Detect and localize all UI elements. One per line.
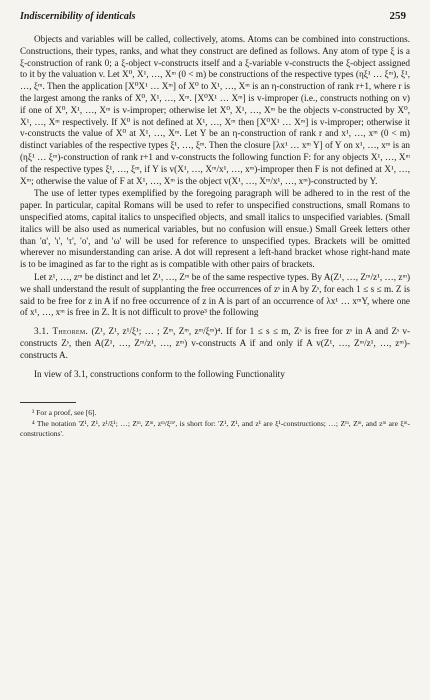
body-text [20, 34, 410, 380]
running-head [20, 10, 406, 22]
paragraph-letter-types: The use of letter types exemplified by the foregoing paragraph will be adhered to in the rest of the paper. In particular, capital Romans will be used to refer to unspecified constructions, small Romans to unspecified atoms, capital italics to unspecified objects, and small italics to unspecified variables. (Small italics will be also used as numerical variables, but no confusion will ensue.) Small Greek letters other than 'α', 'ι', 'τ', 'ο', and 'ω' will be used for reference to unspecified types. Brackets will be omitted wherever no misunderstanding can arise. A dot will represent a left-hand bracket whose right-hand mate is to be imagined as far to the right as is compatible with other pairs of brackets. [20, 188, 410, 270]
footnote-4: ⁴ The notation 'Z¹, Z¹, z¹/ξ¹; …; Zᵐ, Zᵐ, zᵐ/ξᵐ', is short for: 'Z¹, Z¹, and z¹ are ξ¹-constructions; …; Zᵐ, Zᵐ, and zᵐ are ξᵐ-constructions'. [20, 418, 410, 438]
theorem-label: 3.1. Theorem. [34, 326, 89, 337]
paragraph-substitution: Let z¹, …, zᵐ be distinct and let Z¹, …, Zᵐ be of the same respective types. By A(Z¹, …, Zᵐ/z¹, …, zᵐ) we shall understand the result of supplanting the free occurrences of zˢ in A by Zˢ, for each 1 ≤ s ≤ m. Z is said to be free for z in A if no free occurrence of z in A is part of an occurrence of λx¹ … xᵐY, where one of x¹, …, xᵐ is free in Z. It is not difficult to prove³ the following [20, 271, 410, 318]
page-number: 259 [389, 10, 406, 22]
paragraph-atoms: Objects and variables will be called, collectively, atoms. Atoms can be combined into constructions. Constructions, their types, ranks, and what they construct are defined as follows. Any atom of type ξ is a ξ-construction of rank 0; a ξ-object v-constructs itself and a ξ-variable v-constructs the ξ-object assigned to it by the valuation v. Let X⁰, X¹, …, Xᵐ (0 < m) be constructions of the respective types (ηξ¹ … ξᵐ), ξ¹, …, ξᵐ. Then the application [X⁰X¹ … Xᵐ] of X⁰ to X¹, …, Xᵐ is an η-construction of rank r+1, where r is the largest among the ranks of X⁰, X¹, …, Xᵐ. [X⁰X¹ … Xᵐ] is v-improper (i.e., constructs nothing on v) if one of X⁰, X¹, …, Xᵐ is v-improper; otherwise let X⁰, X¹, …, Xᵐ be the objects v-constructed by X⁰, X¹, …, Xᵐ respectively. If X⁰ is not defined at X¹, …, Xᵐ then [X⁰X¹ … Xᵐ] is v-improper; otherwise it v-constructs the value of X⁰ at X¹, …, Xᵐ. Let Y be an η-construction of rank r and x¹, …, xᵐ (0 < m) distinct variables of the respective types ξ¹, …, ξᵐ. Then the closure [λx¹ … xᵐ Y] of Y on x¹, …, xᵐ is an (ηξ¹ … ξᵐ)-construction of rank r+1 and v-constructs the following function F: for any objects X¹, …, Xᵐ of the respective types ξ¹, …, ξᵐ, if Y is v(X¹, …, Xᵐ/x¹, …, xᵐ)-improper then F is not defined at X¹, …, Xᵐ; otherwise the value of F at X¹, …, Xᵐ is the object v(X¹, …, Xᵐ/x¹, …, xᵐ)-constructed by Y. [20, 34, 410, 186]
theorem-3-1 [20, 326, 410, 361]
running-head-title: Indiscernibility of identicals [20, 11, 136, 22]
footnote-3: ³ For a proof, see [6]. [32, 408, 97, 418]
paragraph-functionality: In view of 3.1, constructions conform to the following Functionality [34, 368, 285, 379]
footnote-rule [20, 402, 76, 403]
footnotes [20, 402, 410, 438]
theorem-text: (Z¹, Z¹, z¹/ξ¹; … ; Zᵐ, Zᵐ, zᵐ/ξᵐ)⁴. If for 1 ≤ s ≤ m, Zˢ is free for zˢ in A and Zˢ v-constructs Zˢ, then A(Z¹, …, Zᵐ/z¹, …, zᵐ) v-constructs A if and only if A v(Z¹, …, Zᵐ/z¹, …, zᵐ)-constructs A. [20, 326, 411, 360]
